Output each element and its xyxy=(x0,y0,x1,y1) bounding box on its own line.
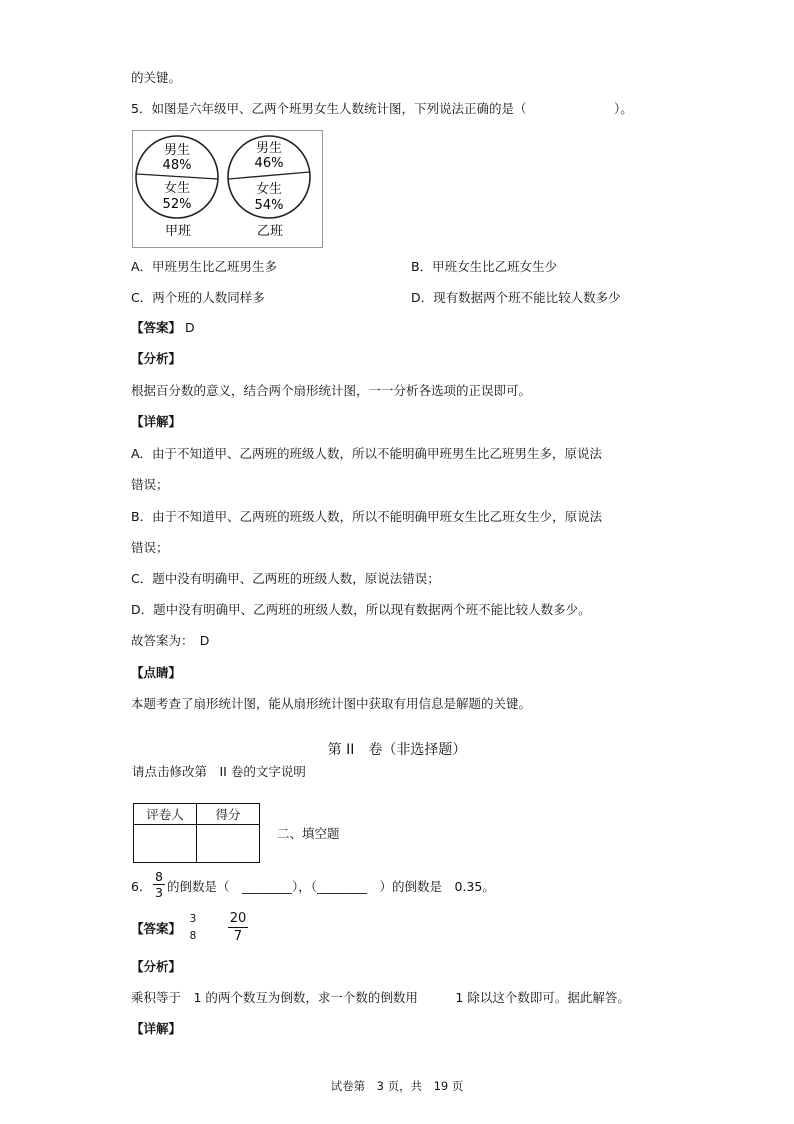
q6-fraction-denominator: 3 xyxy=(155,885,163,900)
option-a: A．甲班男生比乙班男生多 xyxy=(131,259,278,274)
detail-d: D．题中没有明确甲、乙两班的班级人数，所以现有数据两个班不能比较人数多少。 xyxy=(131,602,591,617)
pie-yi-girl-pct: 54% xyxy=(254,198,284,213)
comment-label: 【点睛】 xyxy=(131,665,182,680)
question-5: 5．如图是六年级甲、乙两个班男女生人数统计图，下列说法正确的是（ ）。 xyxy=(131,101,633,116)
pie-chart-figure xyxy=(132,130,323,248)
pie-yi-divider xyxy=(229,172,310,179)
q6-fraction xyxy=(153,870,165,899)
answer-line xyxy=(131,320,195,336)
detail-label: 【详解】 xyxy=(131,414,182,429)
option-d: D．现有数据两个班不能比较人数多少 xyxy=(411,290,621,305)
table-cell-score xyxy=(197,825,260,863)
answer6-fraction-2 xyxy=(228,911,248,944)
table-header-score: 得分 xyxy=(197,804,260,825)
detail-a-line1: A．由于不知道甲、乙两班的班级人数，所以不能明确甲班男生比乙班男生多，原说法 xyxy=(131,446,603,461)
detail6-label: 【详解】 xyxy=(131,1021,182,1036)
detail-a-line2: 错误； xyxy=(131,477,169,492)
q6-fraction-numerator: 8 xyxy=(155,869,163,884)
pie-jia-divider xyxy=(137,174,218,179)
comment-text: 本题考查了扇形统计图，能从扇形统计图中获取有用信息是解题的关键。 xyxy=(131,696,532,711)
answer6-fraction-1-numerator: 3 xyxy=(189,913,197,925)
answer-label: 【答案】 xyxy=(131,320,182,335)
answer6-fraction-1 xyxy=(187,914,199,942)
pie-jia-girl-pct: 52% xyxy=(162,197,192,212)
table-header-grader: 评卷人 xyxy=(134,804,197,825)
option-c: C．两个班的人数同样多 xyxy=(131,290,265,305)
detail-c: C．题中没有明确甲、乙两班的班级人数，原说法错误； xyxy=(131,571,440,586)
pie-yi-boy-pct: 46% xyxy=(254,156,284,171)
final-answer: 故答案为： D xyxy=(131,633,210,648)
page-footer: 试卷第 3 页，共 19 页 xyxy=(330,1079,464,1093)
pie-jia-name: 甲班 xyxy=(164,224,192,239)
top-line: 的关键。 xyxy=(131,70,182,85)
pie-jia-boy-label: 男生 xyxy=(163,143,191,158)
answer6-fraction-2-denominator: 7 xyxy=(233,929,243,944)
answer6-label: 【答案】 xyxy=(131,921,182,936)
table-cell-grader xyxy=(134,825,197,863)
detail-b-line2: 错误； xyxy=(131,540,169,555)
pie-yi-girl-label: 女生 xyxy=(255,182,283,197)
pie-yi-boy-label: 男生 xyxy=(255,141,283,156)
option-b: B．甲班女生比乙班女生少 xyxy=(411,259,558,274)
answer6-fraction-1-denominator: 8 xyxy=(189,930,197,942)
pie-chart-svg xyxy=(133,131,322,247)
q6-text: 的倒数是（ ________），（________ ）的倒数是 0.35。 xyxy=(167,879,495,894)
analysis6-text: 乘积等于 1 的两个数互为倒数，求一个数的倒数用 1 除以这个数即可。据此解答。 xyxy=(131,990,630,1005)
answer6-fraction-2-numerator: 20 xyxy=(229,911,247,926)
fill-in-title: 二、填空题 xyxy=(277,826,340,841)
pie-yi-name: 乙班 xyxy=(256,224,284,239)
analysis6-label: 【分析】 xyxy=(131,959,182,974)
detail-b-line1: B．由于不知道甲、乙两班的班级人数，所以不能明确甲班女生比乙班女生少，原说法 xyxy=(131,509,603,524)
q6-number: 6． xyxy=(131,879,152,894)
score-table xyxy=(133,803,260,863)
pie-yi xyxy=(228,136,310,239)
section-title: 第 II 卷（非选择题） xyxy=(327,742,467,758)
section-note[interactable]: 请点击修改第 II 卷的文字说明 xyxy=(132,764,306,779)
analysis-text: 根据百分数的意义，结合两个扇形统计图，一一分析各选项的正误即可。 xyxy=(131,383,532,398)
pie-jia-girl-label: 女生 xyxy=(163,181,191,196)
analysis-label: 【分析】 xyxy=(131,351,182,366)
pie-jia xyxy=(136,136,218,239)
answer-value: D xyxy=(185,320,195,335)
pie-jia-boy-pct: 48% xyxy=(162,158,192,173)
